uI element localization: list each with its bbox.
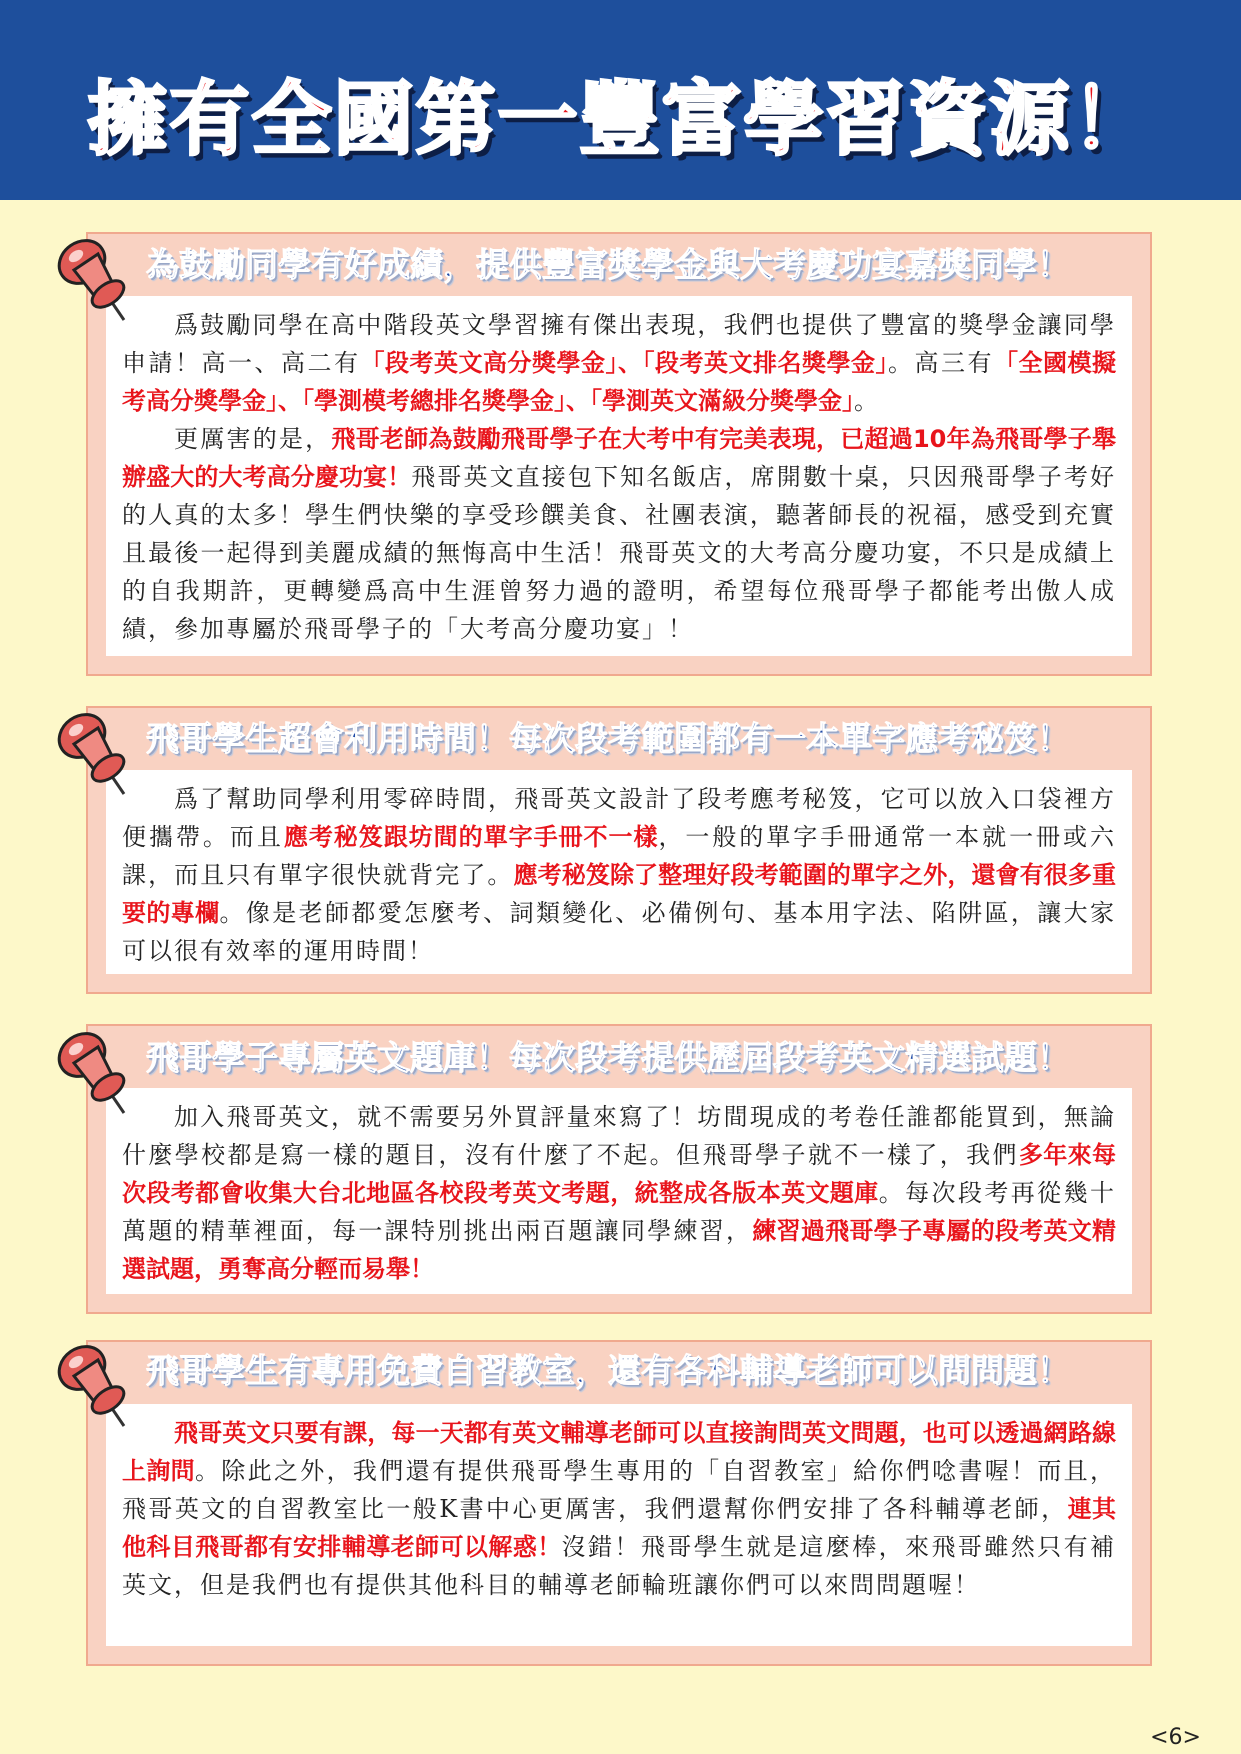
page-number: <6> xyxy=(1150,1725,1201,1750)
section-title: 飛哥學生超會利用時間！每次段考範圍都有一本單字應考秘笈！ xyxy=(146,719,1070,758)
highlight-text: 應考秘笈除了整理好段考範圍的單字之外，還會有很多重要的專欄 xyxy=(122,861,1117,927)
paragraph: 加入飛哥英文，就不需要另外買評量來寫了！坊間現成的考卷任誰都能買到，無論什麼學校都是寫一樣的題目，沒有什麼了不起。但飛哥學子就不一樣了，我們多年來每次段考都會收集大台北地區各校段考英文考題，統整成各版本英文題庫。每次段考再從幾十萬題的精華裡面，每一課特別挑出兩百題讓同學練習，練習過飛哥學子專屬的段考英文精選試題，勇奪高分輕而易舉！ xyxy=(122,1103,1117,1283)
section-body xyxy=(106,1404,1132,1646)
section-title: 為鼓勵同學有好成績，提供豐富獎學金與大考慶功宴嘉獎同學！ xyxy=(146,245,1070,284)
highlight-text: 連其他科目飛哥都有安排輔導老師可以解惑！ xyxy=(122,1495,1116,1561)
highlight-text: 多年來每次段考都會收集大台北地區各校段考英文考題，統整成各版本英文題庫 xyxy=(122,1141,1117,1207)
pushpin-icon xyxy=(52,232,140,328)
highlight-text: 練習過飛哥學子專屬的段考英文精選試題，勇奪高分輕而易舉！ xyxy=(122,1217,1117,1283)
pushpin-icon xyxy=(52,1025,140,1121)
pushpin-icon xyxy=(52,1338,140,1434)
section-body xyxy=(106,296,1132,656)
highlight-text: 飛哥老師為鼓勵飛哥學子在大考中有完美表現，已超過10年為飛哥學子舉辦盛大的大考高分慶功宴！ xyxy=(122,425,1117,491)
section-body xyxy=(106,770,1132,974)
highlight-text: 飛哥英文只要有課，每一天都有英文輔導老師可以直接詢問英文問題，也可以透過網路線上詢問 xyxy=(122,1419,1116,1485)
page-title: 擁有全國第一豐富學習資源！ xyxy=(87,73,1154,166)
highlight-text: 「段考英文高分獎學金」、「段考英文排名獎學金」 xyxy=(360,349,888,377)
paragraph: 爲了幫助同學利用零碎時間，飛哥英文設計了段考應考秘笈，它可以放入口袋裡方便攜帶。而且應考秘笈跟坊間的單字手冊不一樣，一般的單字手冊通常一本就一冊或六課，而且只有單字很快就背完了。應考秘笈除了整理好段考範圍的單字之外，還會有很多重要的專欄。像是老師都愛怎麼考、詞類變化、必備例句、基本用字法、陷阱區，讓大家可以很有效率的運用時間！ xyxy=(122,785,1117,965)
pushpin-icon xyxy=(52,706,140,802)
section-title: 飛哥學生有專用免費自習教室，還有各科輔導老師可以問問題！ xyxy=(146,1351,1070,1390)
highlight-text: 「全國模擬考高分獎學金」、「學測模考總排名獎學金」、「學測英文滿級分獎學金」 xyxy=(122,349,1116,415)
paragraph: 更厲害的是，飛哥老師為鼓勵飛哥學子在大考中有完美表現，已超過10年為飛哥學子舉辦盛大的大考高分慶功宴！飛哥英文直接包下知名飯店，席開數十桌，只因飛哥學子考好的人真的太多！學生們快樂的享受珍饌美食、社團表演，聽著師長的祝福，感受到充實且最後一起得到美麗成績的無悔高中生活！飛哥英文的大考高分慶功宴，不只是成績上的自我期許，更轉變爲高中生涯曾努力過的證明，希望每位飛哥學子都能考出傲人成績，參加專屬於飛哥學子的「大考高分慶功宴」！ xyxy=(122,425,1117,643)
section-title: 飛哥學子專屬英文題庫！每次段考提供歷屆段考英文精選試題！ xyxy=(146,1038,1070,1077)
section-scholarship xyxy=(86,232,1152,676)
paragraph: 爲鼓勵同學在高中階段英文學習擁有傑出表現，我們也提供了豐富的獎學金讓同學申請！高一、高二有「段考英文高分獎學金」、「段考英文排名獎學金」。高三有「全國模擬考高分獎學金」、「學測模考總排名獎學金」、「學測英文滿級分獎學金」。 xyxy=(122,311,1116,415)
highlight-text: 應考秘笈跟坊間的單字手冊不一樣 xyxy=(283,823,659,851)
section-body xyxy=(106,1088,1132,1294)
paragraph: 飛哥英文只要有課，每一天都有英文輔導老師可以直接詢問英文問題，也可以透過網路線上詢問。除此之外，我們還有提供飛哥學生專用的「自習教室」給你們唸書喔！而且，飛哥英文的自習教室比一般K書中心更厲害，我們還幫你們安排了各科輔導老師，連其他科目飛哥都有安排輔導老師可以解惑！沒錯！飛哥學生就是這麼棒，來飛哥雖然只有補英文，但是我們也有提供其他科目的輔導老師輪班讓你們可以來問問題喔！ xyxy=(122,1419,1117,1599)
